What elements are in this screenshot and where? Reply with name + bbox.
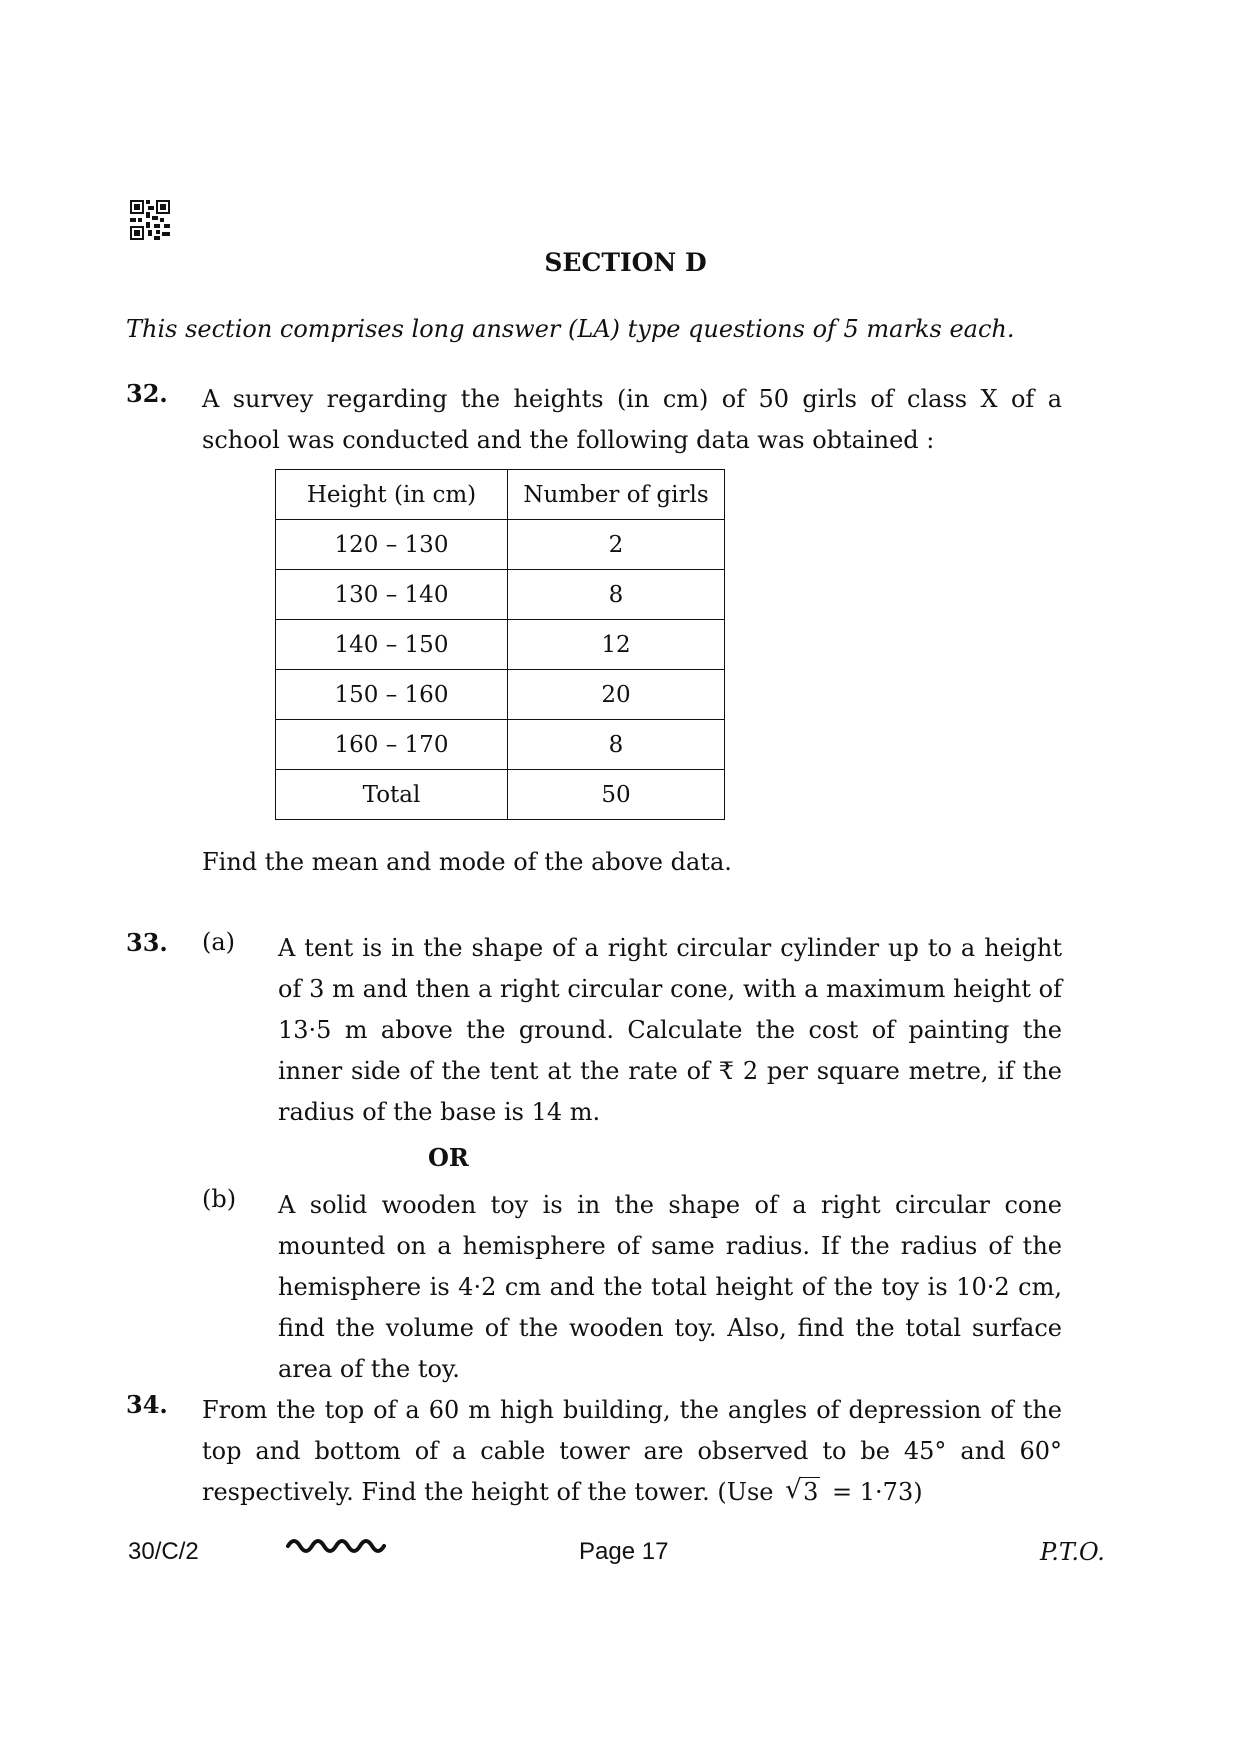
table-row: [276, 520, 725, 570]
question-33b-label: (b): [202, 1185, 237, 1213]
table-cell-total-value: 50: [508, 770, 725, 820]
table-cell-count: 8: [508, 720, 725, 770]
section-title: SECTION D: [544, 248, 707, 277]
question-32-text: A survey regarding the heights (in cm) of 50 girls of class X of a school was conducted and the following data was obtained :: [202, 385, 1062, 454]
table-cell-total-label: Total: [276, 770, 508, 820]
question-33b-text: A solid wooden toy is in the shape of a right circular cone mounted on a hemisphere of same radius. If the radius of the hemisphere is 4·2 cm and the total height of the toy is 10·2 cm, find the volume of the wooden toy. Also, find the total surface area of the toy.: [278, 1191, 1062, 1383]
table-cell-count: 2: [508, 520, 725, 570]
table-row: [276, 570, 725, 620]
table-header-row: [276, 470, 725, 520]
question-33a-label: (a): [202, 928, 236, 956]
question-34-number: 34.: [126, 1390, 168, 1419]
question-33a-text: A tent is in the shape of a right circular cylinder up to a height of 3 m and then a right circular cone, with a maximum height of 13·5 m above the ground. Calculate the cost of painting the inner side of the tent at the rate of ₹ 2 per square metre, if the radius of the base is 14 m.: [278, 934, 1062, 1126]
height-frequency-table: [275, 469, 725, 820]
section-intro: This section comprises long answer (LA) type questions of 5 marks each.: [126, 315, 1015, 343]
qr-code-icon: [130, 200, 170, 240]
pto-label: P.T.O.: [1040, 1538, 1105, 1566]
or-separator: OR: [428, 1143, 469, 1172]
question-32-number: 32.: [126, 379, 168, 408]
table-cell-count: 8: [508, 570, 725, 620]
table-cell-height: 160 – 170: [276, 720, 508, 770]
table-cell-count: 12: [508, 620, 725, 670]
table-cell-count: 20: [508, 670, 725, 720]
table-row: [276, 720, 725, 770]
question-34-text: [202, 1390, 1062, 1513]
table-header-count: Number of girls: [508, 470, 725, 520]
table-total-row: [276, 770, 725, 820]
table-cell-height: 130 – 140: [276, 570, 508, 620]
radicand: 3: [803, 1478, 819, 1506]
table-header-height: Height (in cm): [276, 470, 508, 520]
table-row: [276, 670, 725, 720]
question-33-number: 33.: [126, 928, 168, 957]
table-row: [276, 620, 725, 670]
question-34-body: From the top of a 60 m high building, the angles of depression of the top and bottom of a cable tower are observed to be 45° and 60° respectively. Find the height of the tower. (Use: [202, 1396, 1062, 1506]
wave-ornament-icon: [286, 1530, 386, 1560]
square-root: [785, 1472, 820, 1513]
table-cell-height: 140 – 150: [276, 620, 508, 670]
paper-code: 30/C/2: [128, 1538, 199, 1565]
question-34-tail: = 1·73): [832, 1478, 923, 1506]
question-32-ask: Find the mean and mode of the above data.: [202, 848, 732, 876]
table-cell-height: 150 – 160: [276, 670, 508, 720]
page-number: Page 17: [579, 1538, 669, 1565]
table-cell-height: 120 – 130: [276, 520, 508, 570]
radical-sign: √: [785, 1475, 802, 1505]
